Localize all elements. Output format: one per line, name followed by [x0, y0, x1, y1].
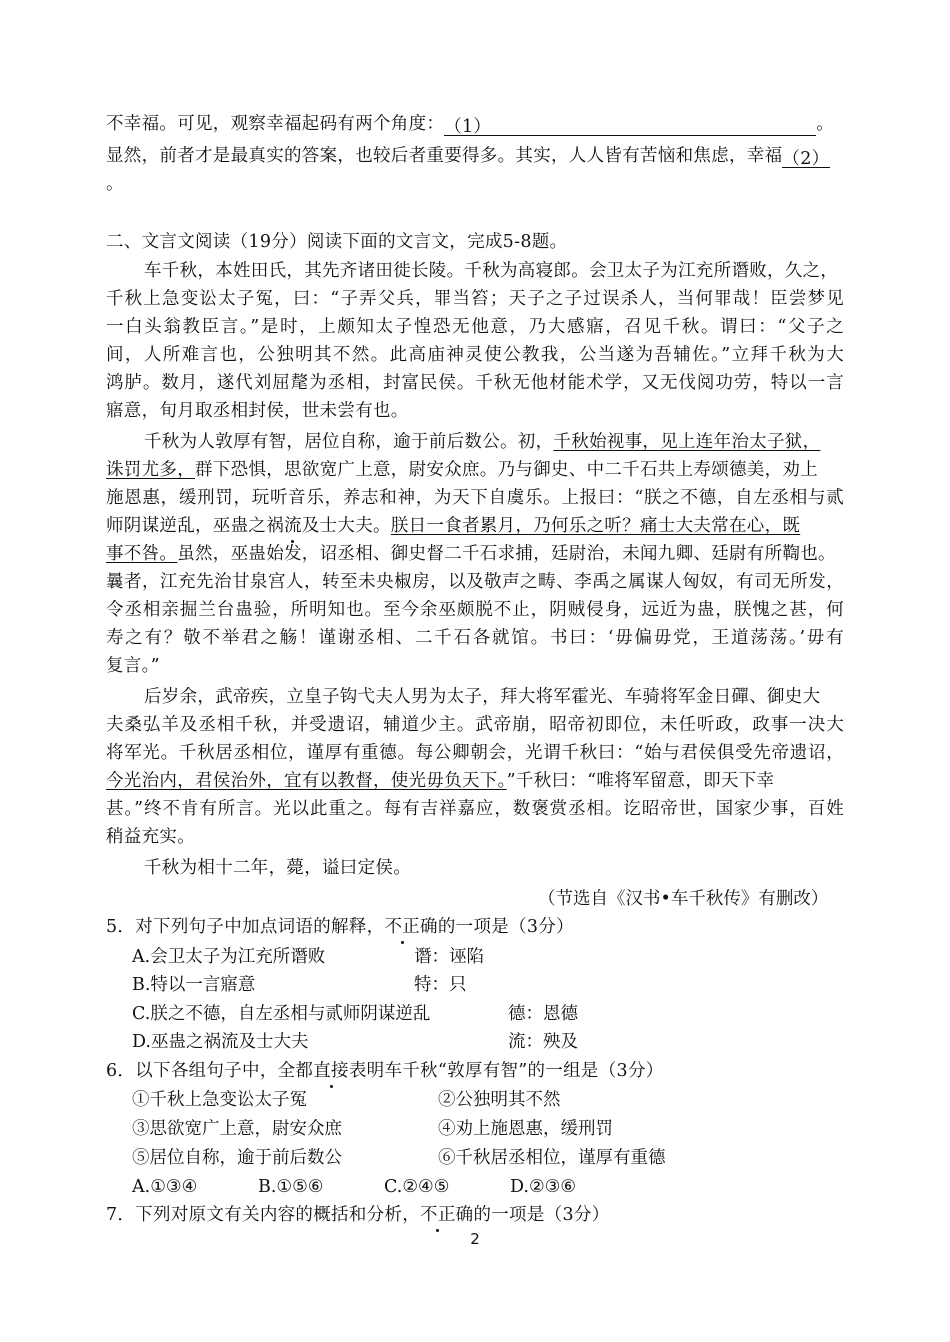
intro-line-1: [106, 112, 834, 136]
passage-line: 寿之有？敬不举君之觞！谨谢丞相、二千石各就馆。书曰：‘毋偏毋党，王道荡荡。’毋有: [106, 628, 844, 648]
answer-blank-1[interactable]: [444, 115, 816, 136]
passage-line: 施恩惠，缓刑罚，玩听音乐，养志和神，为天下自虞乐。上报曰：“朕之不德，自左丞相与贰: [106, 488, 844, 508]
passage-line: 复言。”: [106, 656, 160, 676]
passage-line: [106, 542, 836, 566]
period: 。: [816, 114, 835, 134]
q6-choice-a[interactable]: A.①③④: [132, 1177, 198, 1197]
q6-item-4: ④劝上施恩惠，缓刑罚: [438, 1119, 613, 1139]
passage-line: 千秋上急变讼太子冤，曰：“子弄父兵，罪当笞；天子之子过误杀人，当何罪哉！臣尝梦见: [106, 289, 844, 309]
intro-line-3: 。: [106, 174, 124, 194]
underlined-sentence: 千秋始视事，见上连年治太子狱，: [553, 432, 821, 452]
q5-option-b-gloss: 特：只: [414, 975, 467, 995]
q6-choice-c[interactable]: C.②④⑤: [384, 1177, 450, 1197]
passage-text: 群下恐惧，思欲宽广上意，尉安众庶。乃与御史、中二千石共上寿颂德美，劝上: [195, 460, 818, 480]
passage-line: 曩者，江充先治甘泉宫人，转至未央椒房，以及敬声之畴、李禹之属谋人匈奴，有司无所发，: [106, 572, 844, 592]
q5-option-c-gloss: 德：恩德: [508, 1004, 578, 1024]
stem-text: 确的一项是（3分）: [420, 917, 574, 937]
question-6-stem: [106, 1059, 664, 1083]
passage-line: [106, 458, 818, 482]
intro-text: 显然，前者才是最真实的答案，也较后者重要得多。其实，人人皆有苦恼和焦虑，幸福: [106, 146, 783, 166]
q5-option-c[interactable]: C.朕之不德，自左丞相与贰师阴谋逆乱: [132, 1004, 431, 1024]
underlined-sentence: 今光治内，君侯治外，宜有以教督，使光毋负天下。: [106, 771, 507, 791]
passage-line: [106, 769, 774, 793]
stem-text: 确的一项是（3分）: [455, 1205, 610, 1225]
stem-text: 5．对下列句子中加点词语的解释，: [106, 917, 385, 937]
dotted-word: 直接: [313, 1061, 349, 1081]
question-7-stem: [106, 1203, 610, 1227]
q6-item-1: ①千秋上急变讼太子冤: [132, 1090, 307, 1110]
passage-line: 稍益充实。: [106, 827, 195, 847]
q5-option-a[interactable]: A.会卫太子为江充所谮败: [132, 947, 326, 967]
q5-option-b[interactable]: B.特以一言寤意: [132, 975, 256, 995]
passage-text: 师阴谋逆乱，巫蛊之祸: [106, 516, 284, 536]
section-heading: 二、文言文阅读（19分）阅读下面的文言文，完成5-8题。: [106, 232, 568, 252]
q6-item-3: ③思欲宽广上意，尉安众庶: [132, 1119, 342, 1139]
passage-line: 间，人所难言也，公独明其不然。此高庙神灵使公教我，公当遂为吾辅佐。”立拜千秋为大: [106, 345, 844, 365]
underlined-sentence: 事不咎。: [106, 544, 178, 564]
passage-line: 鸿胪。数月，遂代刘屈氂为丞相，封富民侯。千秋无他材能术学，又无伐阅功劳，特以一言: [106, 373, 844, 393]
passage-line: 千秋为相十二年，薨，谥曰定侯。: [144, 858, 411, 878]
stem-text: 表明车千秋“敦厚有智”的一组是（3分）: [348, 1061, 664, 1081]
passage-text: 千秋为人敦厚有智，居位自称，逾于前后数公。初，: [144, 432, 554, 452]
q5-option-a-gloss: 谮：诬陷: [414, 947, 484, 967]
passage-line: 后岁余，武帝疾，立皇子钩弋夫人男为太子，拜大将军霍光、车骑将军金日磾、御史大: [144, 687, 821, 707]
passage-text: 虽然，巫蛊始发，诏丞相、御史督二千石求捕，廷尉治，未闻九卿、廷尉有所鞫也。: [177, 544, 836, 564]
passage-line: [144, 430, 820, 454]
passage-line: 将军光。千秋居丞相位，谨厚有重德。每公卿朝会，光谓千秋曰：“始与君侯俱受先帝遗诏，: [106, 743, 844, 763]
passage-line: 车千秋，本姓田氏，其先齐诸田徙长陵。千秋为高寝郎。会卫太子为江充所谮败，久之，: [144, 261, 839, 281]
page-number: 2: [470, 1230, 480, 1248]
answer-blank-2[interactable]: [782, 147, 830, 168]
intro-text: 不幸福。可见，观察幸福起码有两个角度：: [106, 114, 445, 134]
source-citation: （节选自《汉书•车千秋传》有删改）: [538, 889, 829, 909]
q5-option-d-gloss: 流：殃及: [508, 1032, 578, 1052]
q6-item-2: ②公独明其不然: [438, 1090, 561, 1110]
q6-item-5: ⑤居位自称，逾于前后数公: [132, 1148, 342, 1168]
passage-line: 令丞相亲掘兰台蛊验，所明知也。至今余巫颇脱不止，阴贼侵身，远近为蛊，朕愧之甚，何: [106, 600, 844, 620]
question-5-stem: [106, 915, 574, 939]
stem-text: 7．下列对原文有关内容的概括和分析，: [106, 1205, 421, 1225]
passage-line: 一白头翁教臣言。”是时，上颇知太子惶恐无他意，乃大感寤，召见千秋。谓曰：“父子之: [106, 317, 844, 337]
underlined-sentence: 诛罚尤多，: [106, 460, 195, 480]
passage-line: 夫桑弘羊及丞相千秋，并受遗诏，辅道少主。武帝崩，昭帝初即位，未任听政，政事一决大: [106, 715, 844, 735]
stem-text: 6．以下各组句子中，全都: [106, 1061, 314, 1081]
blank-label: （2）: [782, 149, 830, 169]
blank-label: （1）: [444, 117, 492, 137]
passage-text: ”千秋曰：“唯将军留意，即天下幸: [506, 771, 775, 791]
dotted-word: 不正: [384, 917, 421, 937]
dotted-word: 不正: [420, 1205, 456, 1225]
q6-choice-b[interactable]: B.①⑤⑥: [258, 1177, 324, 1197]
passage-line: 寤意，旬月取丞相封侯，世未尝有也。: [106, 401, 409, 421]
underlined-sentence: 朕日一食者累月，乃何乐之听？痛士大夫常在心，既: [390, 516, 801, 536]
intro-line-2: [106, 144, 830, 168]
passage-line: 甚。”终不肯有所言。光以此重之。每有吉祥嘉应，数褒赏丞相。讫昭帝世，国家少事，百姓: [106, 799, 844, 819]
q6-item-6: ⑥千秋居丞相位，谨厚有重德: [438, 1148, 666, 1168]
passage-line: [106, 514, 800, 538]
q6-choice-d[interactable]: D.②③⑥: [510, 1177, 577, 1197]
passage-text: 及士大夫。: [301, 516, 391, 536]
q5-option-d[interactable]: D.巫蛊之祸流及士大夫: [132, 1032, 309, 1052]
dotted-word: 流: [284, 516, 302, 536]
